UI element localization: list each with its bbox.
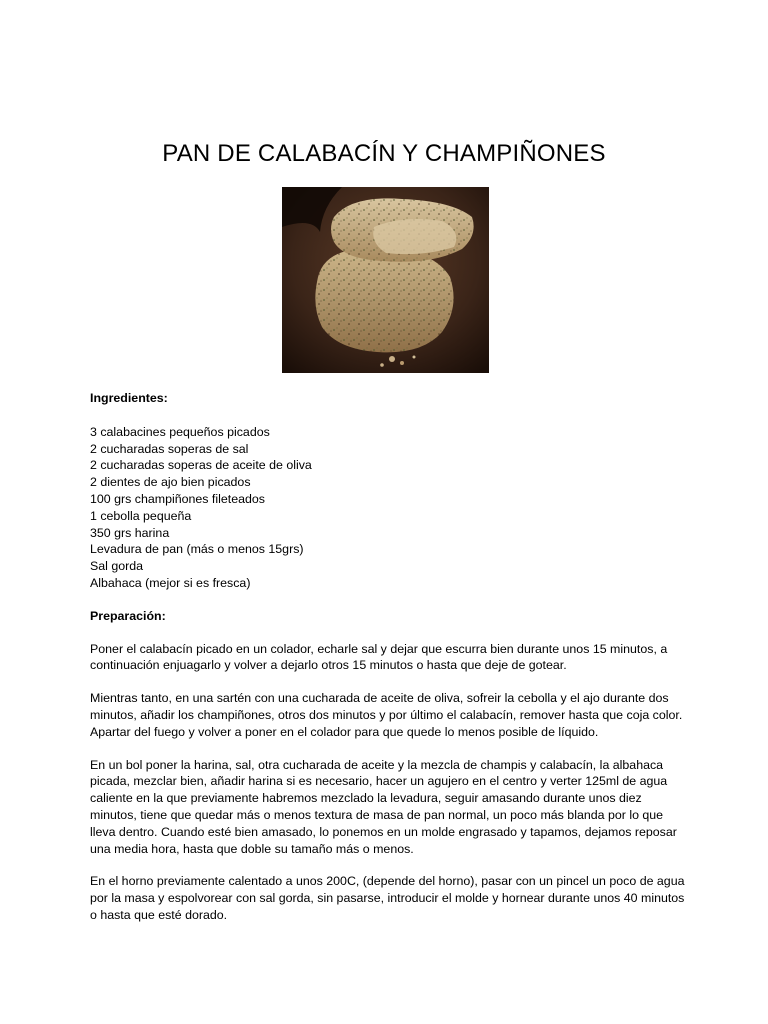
- ingredients-heading: Ingredientes:: [90, 391, 168, 405]
- preparation-heading: Preparación:: [90, 608, 166, 623]
- preparation-step: Poner el calabacín picado en un colador, echarle sal y dejar que escurra bien durante unos 15 minutos, a continuación enjuagarlo y volver a dejarlo otros 15 minutos o hasta que deje de gotear.: [90, 641, 668, 673]
- ingredient-item: 1 cebolla pequeña: [90, 508, 192, 523]
- ingredient-item: Levadura de pan (más o menos 15grs): [90, 542, 304, 557]
- preparation-step: En un bol poner la harina, sal, otra cucharada de aceite y la mezcla de champis y calabacín, la albahaca picada, mezclar bien, añadir harina si es necesario, hacer un agujero en el centro y verter 125ml de agua caliente en la que previamente habremos mezclado la levadura, seguir amasando durante unos diez minutos, tiene que quedar más o menos textura de masa de pan normal, un poco más blanda por lo que lleva dentro. Cuando esté bien amasado, lo ponemos en un molde engrasado y tapamos, dejamos reposar una media hora, hasta que doble su tamaño más o menos.: [90, 757, 677, 856]
- page-title: PAN DE CALABACÍN Y CHAMPIÑONES: [162, 140, 606, 167]
- preparation-step: Mientras tanto, en una sartén con una cucharada de aceite de oliva, sofreir la cebolla y el ajo durante dos minutos, añadir los champiñones, otros dos minutos y por último el calabacín, remover hasta que coja color. Apartar del fuego y volver a poner en el colador para que quede lo menos posible de líquido.: [90, 691, 683, 739]
- ingredient-item: 100 grs champiñones fileteados: [90, 491, 265, 506]
- ingredient-item: Sal gorda: [90, 559, 144, 574]
- recipe-content: [90, 390, 690, 924]
- ingredients-list: [90, 424, 690, 592]
- ingredient-item: Albahaca (mejor si es fresca): [90, 575, 251, 590]
- ingredient-item: 2 dientes de ajo bien picados: [90, 475, 251, 490]
- ingredient-item: 2 cucharadas soperas de sal: [90, 441, 249, 456]
- ingredient-item: 350 grs harina: [90, 525, 170, 540]
- bread-photo: [282, 187, 489, 373]
- ingredient-item: 2 cucharadas soperas de aceite de oliva: [90, 458, 312, 473]
- ingredient-item: 3 calabacines pequeños picados: [90, 424, 270, 439]
- preparation-step: En el horno previamente calentado a unos 200C, (depende del horno), pasar con un pincel un poco de agua por la masa y espolvorear con sal gorda, sin pasarse, introducir el molde y hornear durante unos 40 minutos o hasta que esté dorado.: [90, 874, 685, 922]
- bread-illustration: [282, 187, 489, 373]
